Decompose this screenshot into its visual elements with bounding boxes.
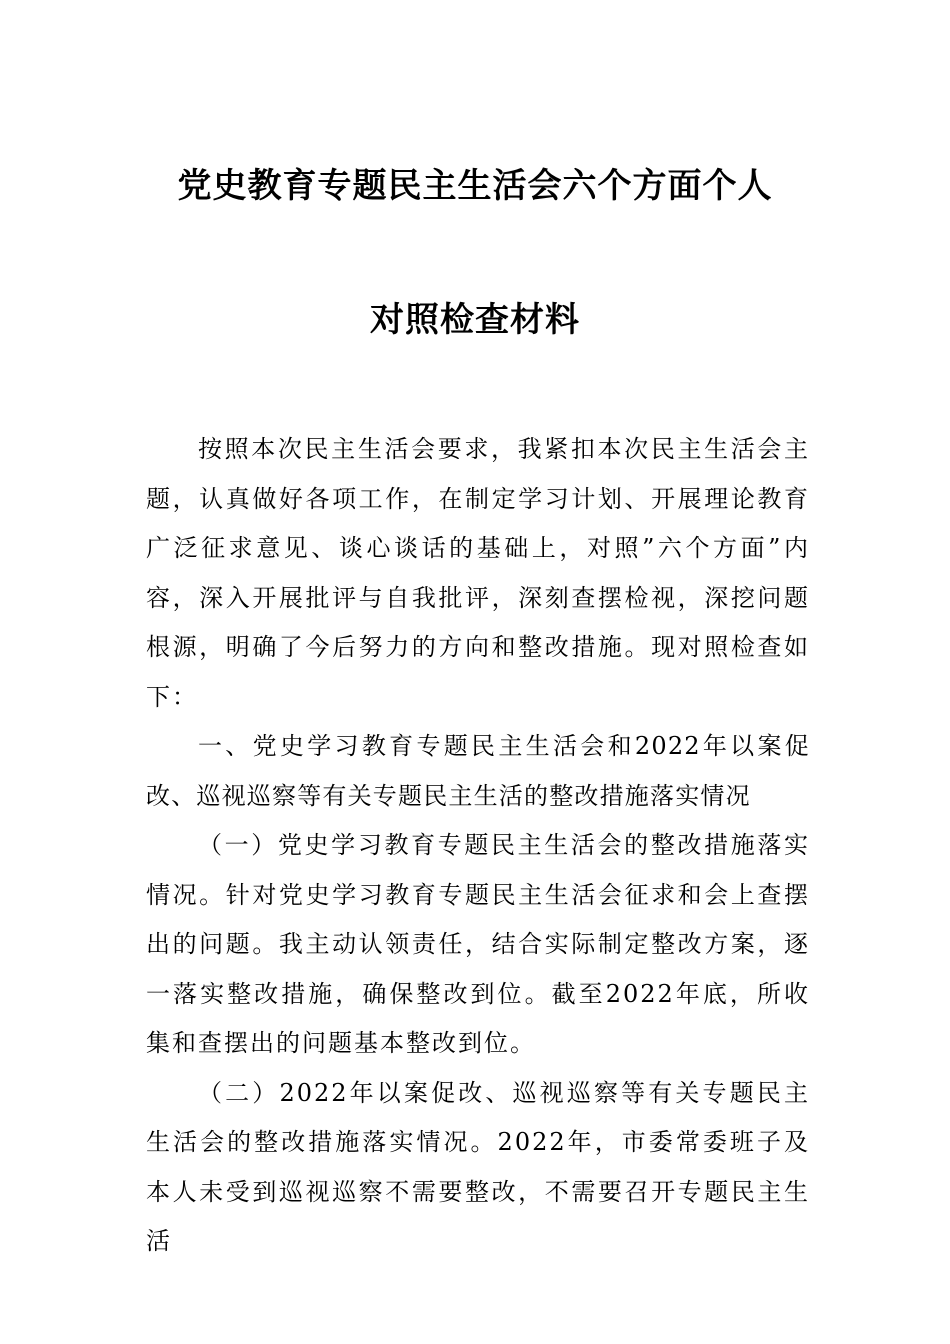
section-heading-1: 一、党史学习教育专题民主生活会和2022年以案促改、巡视巡察等有关专题民主生活的整改措施落实情况 xyxy=(146,732,810,810)
intro-paragraph: 按照本次民主生活会要求，我紧扣本次民主生活会主题，认真做好各项工作，在制定学习计划、开展理论教育广泛征求意见、谈心谈话的基础上，对照”六个方面”内容，深入开展批评与自我批评，深刻查摆检视，深挖问题根源，明确了今后努力的方向和整改措施。现对照检查如下： xyxy=(146,435,810,711)
document-body xyxy=(146,425,810,1267)
document-title-line-2: 对照检查材料 xyxy=(370,300,580,340)
document-title-line-1: 党史教育专题民主生活会六个方面个人 xyxy=(177,166,773,206)
subsection-paragraph-1: （一）党史学习教育专题民主生活会的整改措施落实情况。针对党史学习教育专题民主生活会征求和会上查摆出的问题。我主动认领责任，结合实际制定整改方案，逐一落实整改措施，确保整改到位。截至2022年底，所收集和查摆出的问题基本整改到位。 xyxy=(146,831,810,1057)
subsection-paragraph-2: （二）2022年以案促改、巡视巡察等有关专题民主生活会的整改措施落实情况。2022年，市委常委班子及本人未受到巡视巡察不需要整改，不需要召开专题民主生活 xyxy=(146,1078,810,1255)
